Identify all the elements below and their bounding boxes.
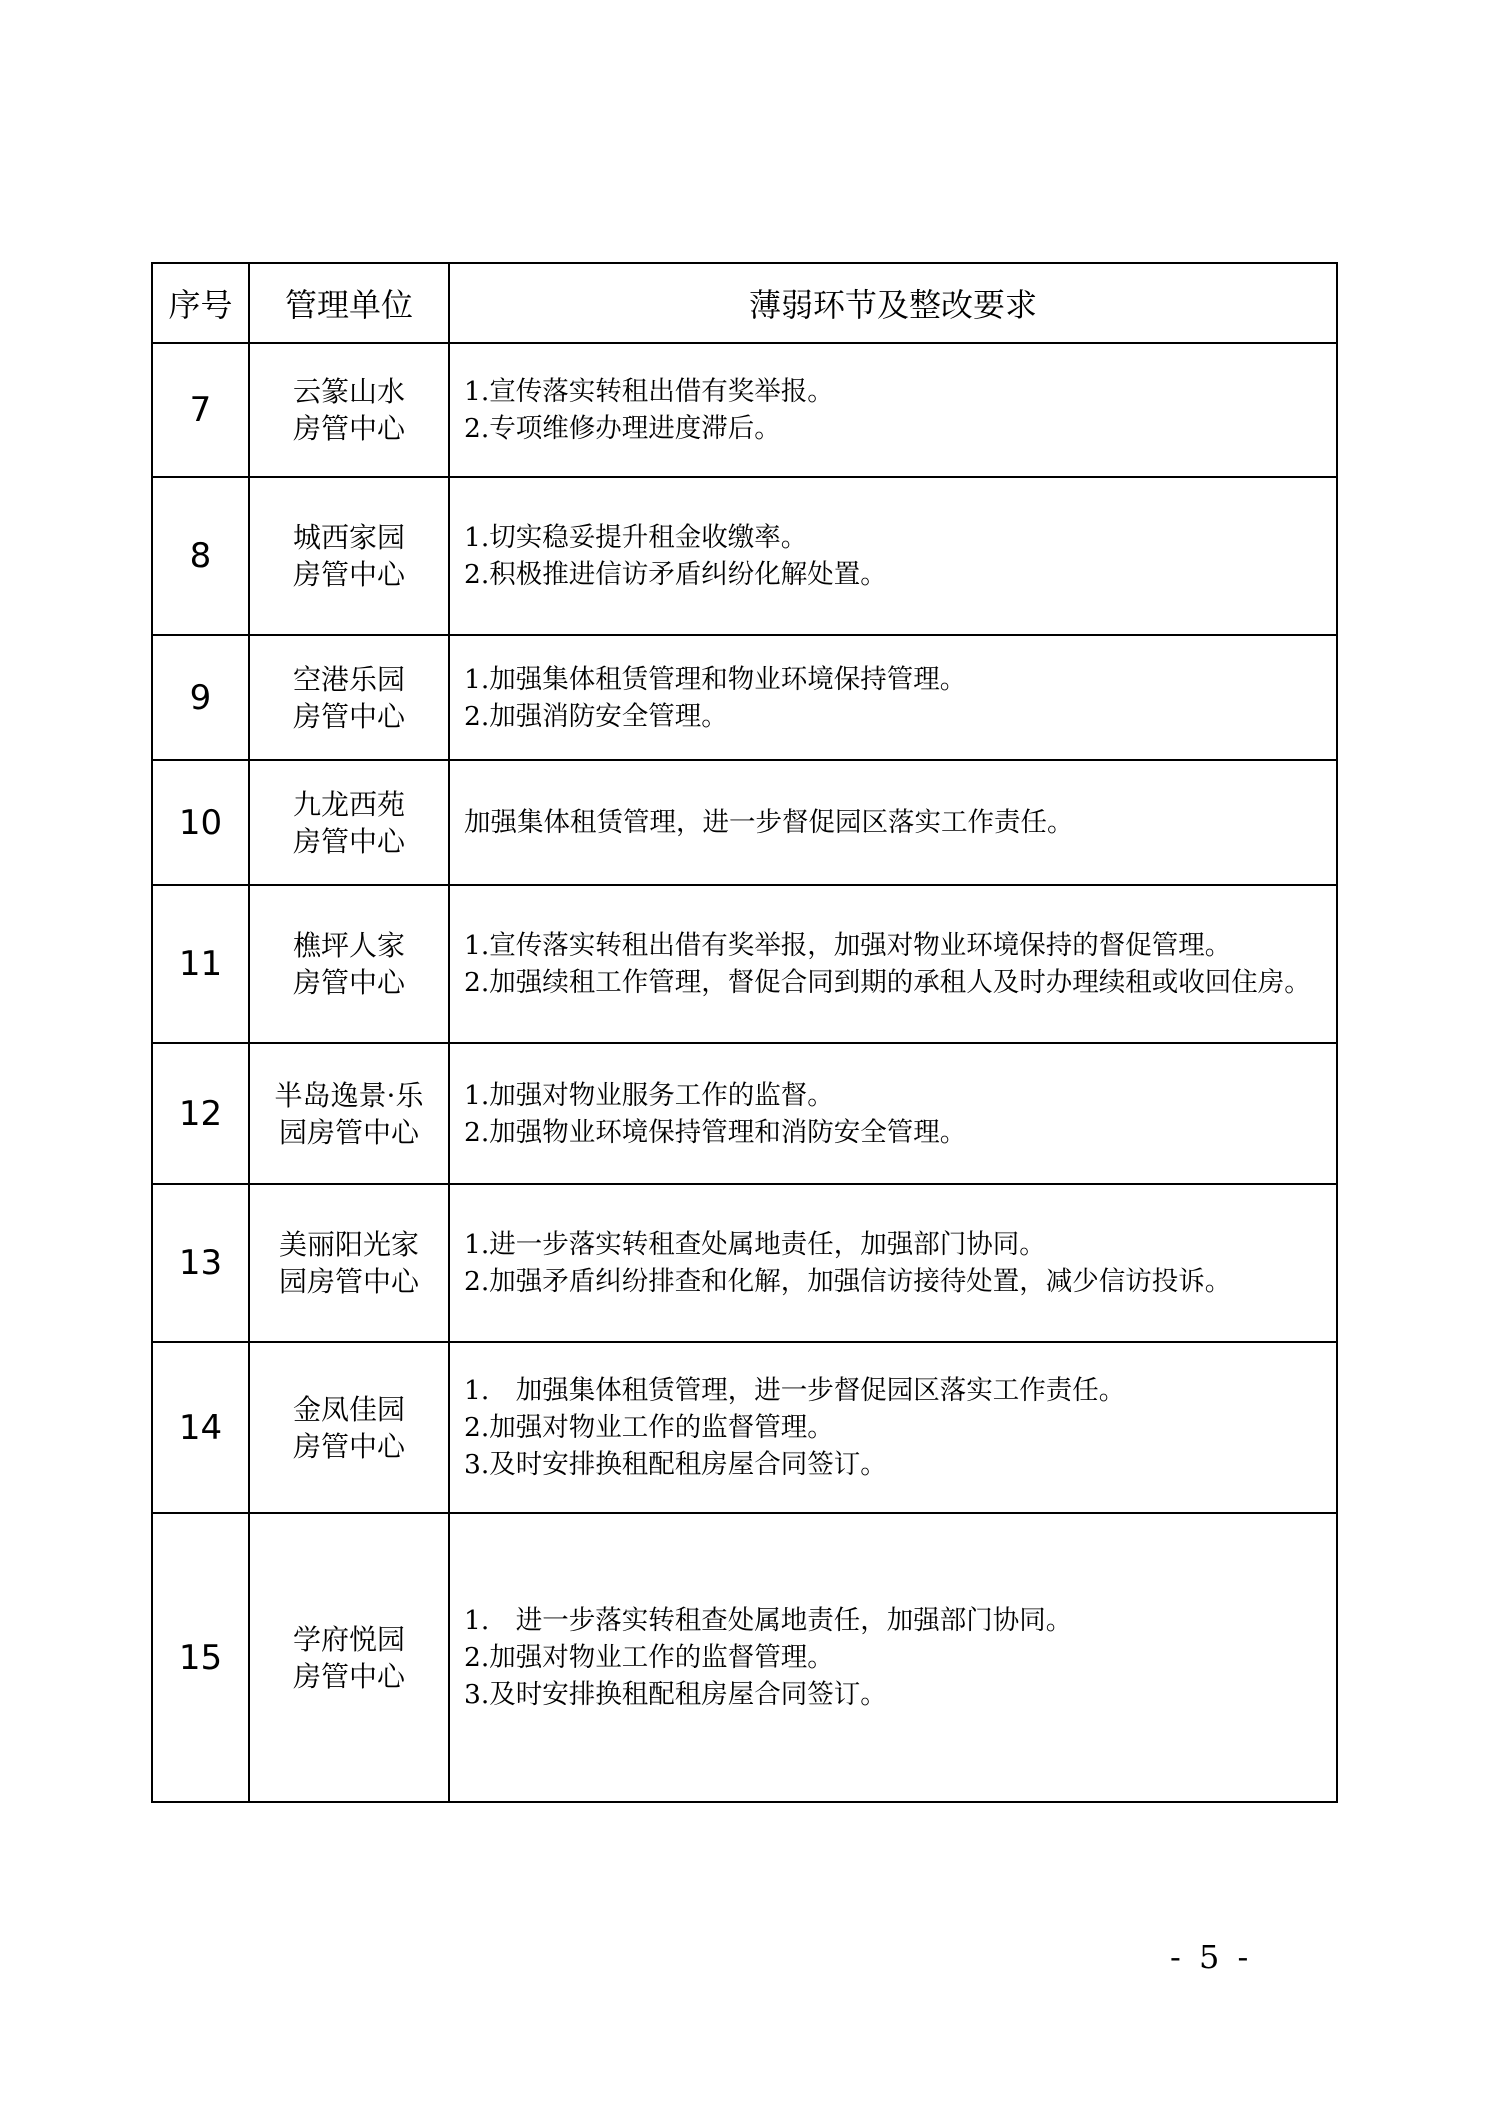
header-management-unit: 管理单位 xyxy=(249,263,449,343)
serial-number-cell: 12 xyxy=(152,1043,249,1184)
table-row xyxy=(152,1184,1337,1342)
table-row xyxy=(152,1513,1337,1802)
serial-number-cell: 7 xyxy=(152,343,249,477)
requirements-cell xyxy=(449,1513,1337,1802)
header-requirements: 薄弱环节及整改要求 xyxy=(449,263,1337,343)
requirement-item: 2.加强对物业工作的监督管理。 xyxy=(464,1642,834,1673)
requirement-item: 1.加强对物业服务工作的监督。 xyxy=(464,1079,834,1111)
serial-number-cell: 8 xyxy=(152,477,249,635)
serial-number-cell: 14 xyxy=(152,1342,249,1513)
unit-name-line: 九龙西苑 xyxy=(292,787,405,821)
unit-name-line: 房管中心 xyxy=(292,558,405,591)
requirements-cell xyxy=(449,1184,1337,1342)
unit-name-line: 半岛逸景·乐 xyxy=(274,1078,424,1112)
table-row xyxy=(152,760,1337,885)
management-unit-cell xyxy=(249,885,449,1043)
serial-number-cell: 9 xyxy=(152,635,249,760)
management-unit-cell xyxy=(249,1043,449,1184)
requirement-item: 2.加强对物业工作的监督管理。 xyxy=(464,1412,834,1443)
requirement-item: 1.宣传落实转租出借有奖举报，加强对物业环境保持的督促管理。 xyxy=(464,930,1232,961)
requirements-cell xyxy=(449,477,1337,635)
serial-number-cell: 13 xyxy=(152,1184,249,1342)
table-row xyxy=(152,1342,1337,1513)
page-number: - 5 - xyxy=(1170,1938,1253,1976)
unit-name-line: 园房管中心 xyxy=(278,1115,419,1149)
requirements-cell xyxy=(449,760,1337,885)
serial-number-cell: 10 xyxy=(152,760,249,885)
requirements-cell xyxy=(449,885,1337,1043)
requirement-item: 2.专项维修办理进度滞后。 xyxy=(464,413,781,444)
requirement-item: 1. 加强集体租赁管理，进一步督促园区落实工作责任。 xyxy=(464,1375,1126,1406)
unit-name-line: 云篆山水 xyxy=(292,375,405,408)
unit-name-line: 房管中心 xyxy=(292,824,405,858)
unit-name-line: 房管中心 xyxy=(292,699,405,733)
rectification-table xyxy=(151,262,1338,1803)
requirement-item: 1.宣传落实转租出借有奖举报。 xyxy=(464,376,834,407)
management-unit-cell xyxy=(249,1513,449,1802)
serial-number-cell: 15 xyxy=(152,1513,249,1802)
requirements-cell xyxy=(449,1043,1337,1184)
requirement-item: 2.加强消防安全管理。 xyxy=(464,700,728,732)
requirement-item: 3.及时安排换租配租房屋合同签订。 xyxy=(464,1679,887,1710)
unit-name-line: 房管中心 xyxy=(292,412,405,445)
unit-name-line: 城西家园 xyxy=(292,521,405,554)
requirements-cell xyxy=(449,343,1337,477)
unit-name-line: 园房管中心 xyxy=(278,1265,419,1298)
requirement-item: 2.积极推进信访矛盾纠纷化解处置。 xyxy=(464,559,887,590)
unit-name-line: 金凤佳园 xyxy=(292,1392,405,1426)
management-unit-cell xyxy=(249,1184,449,1342)
management-unit-cell xyxy=(249,760,449,885)
table-row xyxy=(152,885,1337,1043)
management-unit-cell xyxy=(249,477,449,635)
unit-name-line: 房管中心 xyxy=(292,1429,405,1463)
requirement-item: 2.加强续租工作管理，督促合同到期的承租人及时办理续租或收回住房。 xyxy=(464,967,1311,998)
requirement-item: 3.及时安排换租配租房屋合同签订。 xyxy=(464,1449,887,1480)
unit-name-line: 房管中心 xyxy=(292,1659,405,1693)
requirement-item: 2.加强物业环境保持管理和消防安全管理。 xyxy=(464,1116,967,1148)
requirement-item: 1.切实稳妥提升租金收缴率。 xyxy=(464,522,808,553)
table-header-row xyxy=(152,263,1337,343)
requirement-item: 2.加强矛盾纠纷排查和化解，加强信访接待处置，减少信访投诉。 xyxy=(464,1266,1232,1297)
requirement-item: 加强集体租赁管理，进一步督促园区落实工作责任。 xyxy=(464,807,1074,838)
management-unit-cell xyxy=(249,635,449,760)
requirements-cell xyxy=(449,1342,1337,1513)
management-unit-cell xyxy=(249,1342,449,1513)
table-row xyxy=(152,1043,1337,1184)
unit-name-line: 空港乐园 xyxy=(292,662,405,696)
table-row xyxy=(152,343,1337,477)
requirement-item: 1.进一步落实转租查处属地责任，加强部门协同。 xyxy=(464,1229,1046,1260)
serial-number-cell: 11 xyxy=(152,885,249,1043)
requirements-cell xyxy=(449,635,1337,760)
table-row xyxy=(152,477,1337,635)
unit-name-line: 樵坪人家 xyxy=(292,929,405,962)
requirement-item: 1.加强集体租赁管理和物业环境保持管理。 xyxy=(464,663,967,695)
table-row xyxy=(152,635,1337,760)
unit-name-line: 房管中心 xyxy=(292,966,405,999)
header-serial-number: 序号 xyxy=(152,263,249,343)
unit-name-line: 学府悦园 xyxy=(292,1622,405,1656)
management-unit-cell xyxy=(249,343,449,477)
requirement-item: 1. 进一步落实转租查处属地责任，加强部门协同。 xyxy=(464,1605,1073,1636)
unit-name-line: 美丽阳光家 xyxy=(278,1228,419,1261)
